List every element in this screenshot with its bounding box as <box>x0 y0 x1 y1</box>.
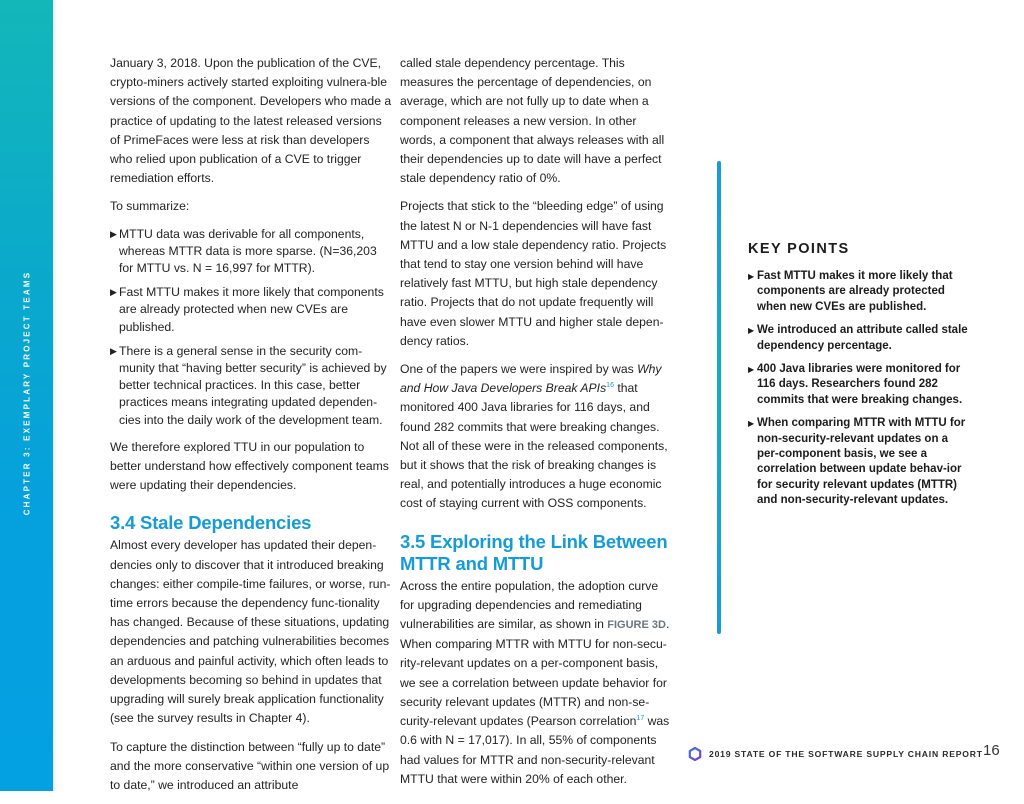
triangle-right-icon: ▶ <box>110 228 117 239</box>
footnote-ref[interactable]: 16 <box>606 382 614 390</box>
summary-list <box>110 226 392 429</box>
key-points-accent-bar <box>717 161 721 634</box>
triangle-right-icon: ▶ <box>110 345 117 356</box>
key-points-title: KEY POINTS <box>748 241 850 257</box>
chapter-label: CHAPTER 3: EXEMPLARY PROJECT TEAMS <box>22 270 32 516</box>
hexagon-logo-icon <box>688 747 702 761</box>
summary-intro: To summarize: <box>110 199 190 214</box>
summary-item: ▶ MTTU data was derivable for all components, whereas MTTR data is more sparse. (N=36,203 for MTTU vs. N = 16,997 for MTTR). <box>110 226 377 276</box>
page-footer <box>688 744 983 764</box>
report-title: 2019 STATE OF THE SOFTWARE SUPPLY CHAIN REPORT <box>709 749 983 759</box>
chapter-sidebar <box>0 0 53 791</box>
stale-deps-paragraph: Almost every developer has updated their depen-dencies only to discover that it introduced breaking changes: either compile-time failures, or worse, run-time errors because the dependency func-tionality has changed. Because of these situations, updating dependencies and patching vulnerabilities becomes an arduous and painful activity, which often leads to developments becoming so behind in updates that upgrading will surely break application functionality (see the survey results in Chapter 4). <box>110 538 391 726</box>
figure-reference-link[interactable]: FIGURE 3D <box>607 619 666 632</box>
page-number: 16 <box>983 742 1000 759</box>
correlation-paragraph: Across the entire population, the adoption curve for upgrading dependencies and remediating vulnerabilities are similar, as shown in FIGURE 3D. When comparing MTTR with MTTU for non-secu-rity-relevant updates on a per-component basis, we see a correlation between update behavior for security relevant updates (MTTR) and non-se-curity-relevant updates (Pearson correlation$^{17}$ was 0.6 with N = 17,017). In all, 55% of components had values for MTTR and non-security-relevant MTTU that were within 20% of each other. <box>400 578 670 786</box>
footnote-ref[interactable]: 17 <box>636 715 645 723</box>
summary-item: ▶ There is a general sense in the security com-munity that “having better security” is achieved by better technical practices. In this case, better practices means integrating updated dependen-cies into the daily work of the development team. <box>110 343 387 427</box>
column-middle <box>400 54 675 798</box>
key-point-item: ▶ When comparing MTTR with MTTU for non-security-relevant updates on a per-component basis, we see a correlation between update behav-ior for security relevant updates (MTTR) and non-security-relevant updates. <box>748 417 966 507</box>
key-point-item: ▶ 400 Java libraries were monitored for 116 days. Researchers found 282 commits that were breaking changes. <box>748 363 963 406</box>
intro-paragraph: January 3, 2018. Upon the publication of the CVE, crypto-miners actively started exploiting vulnera-ble versions of the component. Developers who made a practice of updating to the latest released versions of PrimeFaces were less at risk than developers who relied upon publication of a CVE to trigger remediation efforts. <box>110 56 392 186</box>
sidebar-shadow <box>53 0 57 791</box>
triangle-right-icon: ▶ <box>110 287 117 298</box>
key-point-item: ▶ Fast MTTU makes it more likely that components are already protected when new CVEs are published. <box>748 270 953 313</box>
key-point-item: ▶ We introduced an attribute called stale dependency percentage. <box>748 324 968 352</box>
stale-percentage-paragraph: called stale dependency percentage. This measures the percentage of dependencies, on average, which are not fully up to date when a component releases a new version. In other words, a component that always releases with all their dependencies up to date will have a perfect stale dependency ratio of 0%. <box>400 56 665 186</box>
bleeding-edge-paragraph: Projects that stick to the “bleeding edge” of using the latest N or N-1 dependencies will have fast MTTU and a low stale dependency ratio. Projects that tend to stay one version behind will have relatively fast MTTU, but high stale dependency ratio. Projects that do not update frequently will have even slower MTTU and higher stale depen-dency ratios. <box>400 199 667 348</box>
column-left <box>110 54 392 804</box>
triangle-right-icon: ▶ <box>748 365 755 375</box>
paper-title: Why and How Java Developers Break APIs <box>400 362 662 396</box>
ttu-paragraph: We therefore explored TTU in our population to better understand how effectively component teams were updating their dependencies. <box>110 439 389 493</box>
section-heading-3-4: 3.4 Stale Dependencies <box>110 512 312 534</box>
key-points-list <box>748 269 970 509</box>
key-points-box <box>748 241 970 517</box>
section-heading-3-5: 3.5 Exploring the Link Between MTTR and MTTU <box>400 530 668 574</box>
triangle-right-icon: ▶ <box>748 272 755 281</box>
summary-item: ▶ Fast MTTU makes it more likely that components are already protected when new CVEs are published. <box>110 285 384 334</box>
papers-paragraph: One of the papers we were inspired by was Why and How Java Developers Break APIs$^{16}$ that monitored 400 Java libraries for 116 days, and found 282 commits that were breaking changes. Not all of these were in the released components, but it shows that the risk of breaking changes is real, and potentially introduces a huge economic cost of staying current with OSS components. <box>400 362 668 511</box>
distinction-paragraph: To capture the distinction between “fully up to date” and the more conservative “within one version of up to date,” we introduced an attribute <box>110 739 390 792</box>
triangle-right-icon: ▶ <box>748 419 755 429</box>
triangle-right-icon: ▶ <box>748 326 755 336</box>
